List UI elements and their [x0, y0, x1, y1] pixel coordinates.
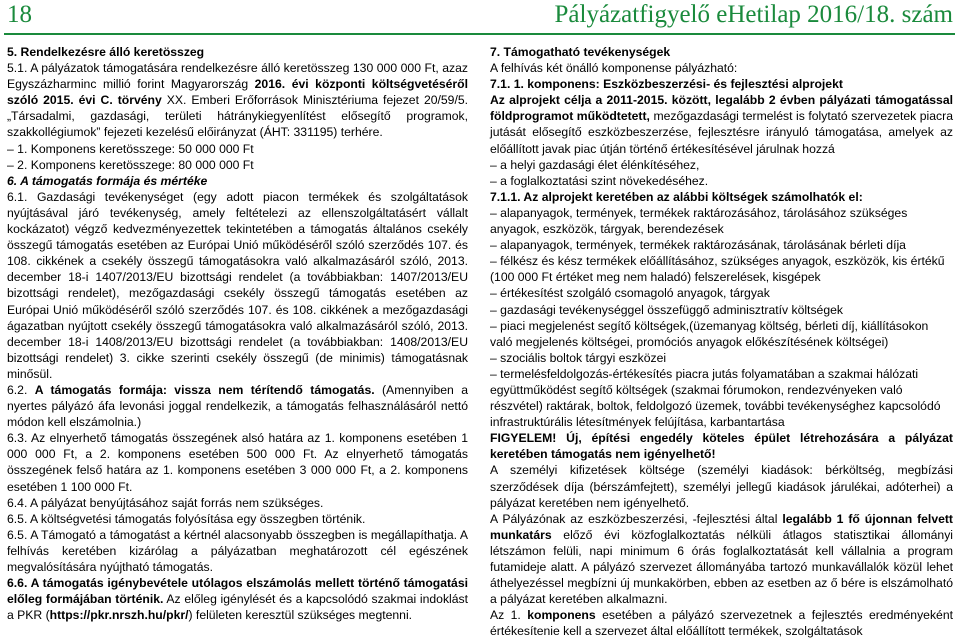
paragraph	[7, 575, 468, 623]
paragraph	[7, 495, 468, 511]
text-run: – 2. Komponens keretösszege: 80 000 000 Ft	[7, 157, 254, 172]
paragraph	[7, 430, 468, 494]
page-number: 18	[7, 1, 32, 28]
page-header	[0, 0, 959, 34]
paragraph	[490, 285, 953, 301]
text-run: A Pályázónak az eszközbeszerzési, -fejlesztési által	[490, 511, 783, 526]
text-run: A személyi kifizetések költsége (személyi kiadások: bérköltség, megbízási szerződések díja (bérszámfejtett), személyi jellegű kiadások járulékai, adóterhei) a pályázat keretében nem igényelhető.	[490, 463, 953, 510]
header-rule	[4, 33, 955, 35]
text-run: FIGYELEM! Új, építési engedély köteles épület létrehozására a pályázat keretében támogatás nem igényelhető!	[490, 431, 953, 462]
text-run: Az 1.	[490, 608, 528, 623]
text-run: legalább 1 fő újonnan felvett munkatárs	[490, 511, 953, 542]
text-run: esetében a pályázó szervezetnek a fejlesztés eredményeként értékesítenie kell a szervezet által előállított termékek, szolgáltatások	[490, 608, 953, 639]
paragraph	[7, 173, 468, 189]
right-column	[490, 44, 953, 639]
paragraph	[490, 253, 953, 285]
paragraph	[490, 173, 953, 189]
text-run: 5. Rendelkezésre álló keretösszeg	[7, 45, 205, 59]
paragraph	[490, 607, 953, 639]
paragraph	[7, 157, 468, 173]
text-run: – termelésfeldolgozás-értékesítés piacra jutás folyamatában a szakmai hálózati együttműködést segítő költségek (szakmai fórumokon, rendezvényeken való részvétel) raktárak, boltok, feldolgozó üzemek, további tevékenységhez kapcsolódó infrastruktúrális létesítmények felújítása, karbantartása	[490, 366, 941, 430]
text-run: 7. Támogatható tevékenységek	[490, 45, 671, 59]
text-run: komponens	[527, 608, 596, 623]
text-run: Az alprojekt célja a 2011-2015. között, legalább 2 évben pályázati támogatással földprogramot működtetett,	[490, 93, 953, 124]
text-run: – alapanyagok, termények, termékek raktározásához, tárolásához szükséges anyagok, eszközök, tárgyak, berendezések	[490, 205, 908, 237]
text-run: – szociális boltok tárgyi eszközei	[490, 350, 667, 365]
paragraph	[490, 44, 953, 60]
text-run: 6.5. A költségvetési támogatás folyósítása egy összegben történik.	[7, 511, 366, 526]
paragraph	[490, 237, 953, 253]
text-run: előző évi közfoglalkoztatás nélküli átlagos statisztikai állományi létszámon felüli, napi minimum 6 órás foglalkoztatását kell vállalnia a program futamideje alatt. A pályázó szervezet állományába tartozó munkavállalók közül lehet áthelyezéssel megbízni új munkakörben, ebben az esetben az ő bére is elszámolható a pályázat keretében alkalmazni.	[490, 527, 953, 607]
paragraph	[7, 527, 468, 575]
paragraph	[490, 430, 953, 462]
paragraph	[490, 511, 953, 608]
paragraph	[490, 60, 953, 76]
text-run: 6.2.	[7, 382, 35, 397]
text-run: ) felületen keresztül szükséges megtenni.	[188, 608, 413, 623]
paragraph	[7, 189, 468, 382]
paragraph	[490, 189, 953, 205]
text-run: 6.1.	[7, 189, 37, 204]
paragraph	[7, 141, 468, 157]
text-run: (Amennyiben a nyertes pályázó áfa levonási joggal rendelkezik, a támogatás felhasználásáról nettó módon kell elszámolnia.)	[7, 382, 468, 430]
paragraph	[490, 462, 953, 510]
paragraph	[7, 382, 468, 430]
text-run: – piaci megjelenést segítő költségek,(üzemanyag költség, bérleti díj, kiállításokon való megjelenés költségei, promóciós anyagok előkészítésének költségei)	[490, 318, 929, 349]
publication-title: Pályázatfigyelő eHetilap 2016/18. szám	[554, 1, 953, 28]
text-run: – a foglalkoztatási szint növekedéséhez.	[490, 173, 709, 188]
text-run: 6.6. A támogatás igénybevétele utólagos elszámolás mellett történő támogatási előleg formájában történik.	[7, 576, 468, 607]
text-run: 7.1. 1. komponens: Eszközbeszerzési- és fejlesztési alprojekt	[490, 77, 843, 92]
text-run: – alapanyagok, termények, termékek raktározásának, tárolásának bérleti díja	[490, 238, 906, 253]
text-run: A támogatás formája: vissza nem térítendő támogatás.	[34, 382, 375, 397]
text-run: 6.3. Az elnyerhető támogatás összegének alsó határa az 1. komponens esetében 1 000 000 Ft, a 2. komponens esetében 500 000 Ft. Az elnyerhető támogatás összegének felső határa az 1. komponens esetében 3 000 000 Ft, a 2. komponens esetében 1 100 000 Ft.	[7, 431, 468, 494]
text-run: Az előleg igénylését és a kapcsolódó szakmai indoklást a PKR (	[7, 592, 469, 623]
text-run: A pályázatok támogatására rendelkezésre álló keretösszeg 130 000 000 Ft, azaz Egyszázharminc millió forint Magyarország	[7, 61, 468, 92]
left-column	[7, 44, 468, 623]
paragraph	[490, 157, 953, 173]
text-run: XX. Emberi Erőforrások Minisztériuma fejezet 20/59/5. „Társadalmi, gazdasági, területi hátránykiegyenlítést elősegítő programok, szakkollégiumok” fejezeti kezelésű előirányzat (ÁHT: 331195) terhére.	[7, 93, 468, 140]
paragraph	[490, 205, 953, 237]
paragraph	[490, 318, 953, 350]
paragraph	[490, 366, 953, 430]
text-run: mezőgazdasági termelést is folytató szervezetek piacra jutását elősegítő eszközbeszerzése, fejlesztésre irányuló támogatása, amelyek az előállított javak piac útján történő értékesítésével járulnak hozzá	[490, 109, 953, 156]
text-run: – félkész és kész termékek előállításához, szükséges anyagok, eszközök, kis értékű (100 000 Ft értéket meg nem haladó) felszerelések, kisgépek	[490, 254, 945, 285]
paragraph	[490, 76, 953, 92]
paragraph	[7, 511, 468, 527]
text-run: – gazdasági tevékenységgel összefüggő adminisztratív költségek	[490, 302, 843, 317]
paragraph	[490, 92, 953, 156]
paragraph	[490, 302, 953, 318]
text-run: 5.1.	[7, 61, 31, 76]
text-run: – 1. Komponens keretösszege: 50 000 000 Ft	[7, 141, 254, 156]
text-run: 6.5. A Támogató a támogatást a kértnél alacsonyabb összegben is megállapíthatja. A felhívás keretében kizárólag a pályázatban meghatározott cél egészének megvalósítására nyújtható támogatás.	[7, 527, 468, 574]
text-run: – a helyi gazdasági élet élénkítéséhez,	[490, 157, 700, 172]
paragraph	[7, 44, 468, 60]
text-run: 6.4. A pályázat benyújtásához saját forrás nem szükséges.	[7, 495, 324, 510]
paragraph	[490, 350, 953, 366]
text-run: 2016. évi központi költségvetéséről szóló 2015. évi C. törvény	[7, 77, 469, 108]
text-run: 6. A támogatás formája és mértéke	[7, 173, 208, 188]
paragraph	[7, 60, 468, 140]
text-run: 7.1.1. Az alprojekt keretében az alábbi költségek számolhatók el:	[490, 189, 863, 204]
text-run: Gazdasági tevékenységet (egy adott piacon termékek és szolgáltatások nyújtásával járó tevékenység, amely feltételezi az ellenszolgáltatásért vállalt kockázatot) végző kedvezményezettek tekintetében a támogatás általános csekély összegű támogatás esetében az Európai Unió működéséről szóló szerződés 107. és 108. cikkének a csekély összegű támogatásokra való alkalmazásáról szóló, 2013. december 18-i 1407/2013/EU bizottsági rendelet (a továbbiakban: 1407/2013/EU bizottsági rendelet), mezőgazdasági csekély összegű támogatás esetében az Európai Unió működéséről szóló szerződés 107. és 108. cikkének a mezőgazdasági ágazatban nyújtott csekély összegű támogatásokra való alkalmazásáról szóló, 2013. december 18-i 1408/2013/EU bizottsági rendelet (a továbbiakban: 1408/2013/EU bizottsági rendelet) 3. cikke szerinti csekély összegű (de minimis) támogatásnak minősül.	[7, 189, 468, 381]
text-run: https://pkr.nrszh.hu/pkr/	[49, 608, 189, 623]
text-run: – értékesítést szolgáló csomagoló anyagok, tárgyak	[490, 286, 770, 301]
text-run: A felhívás két önálló komponense pályázható:	[490, 61, 738, 76]
